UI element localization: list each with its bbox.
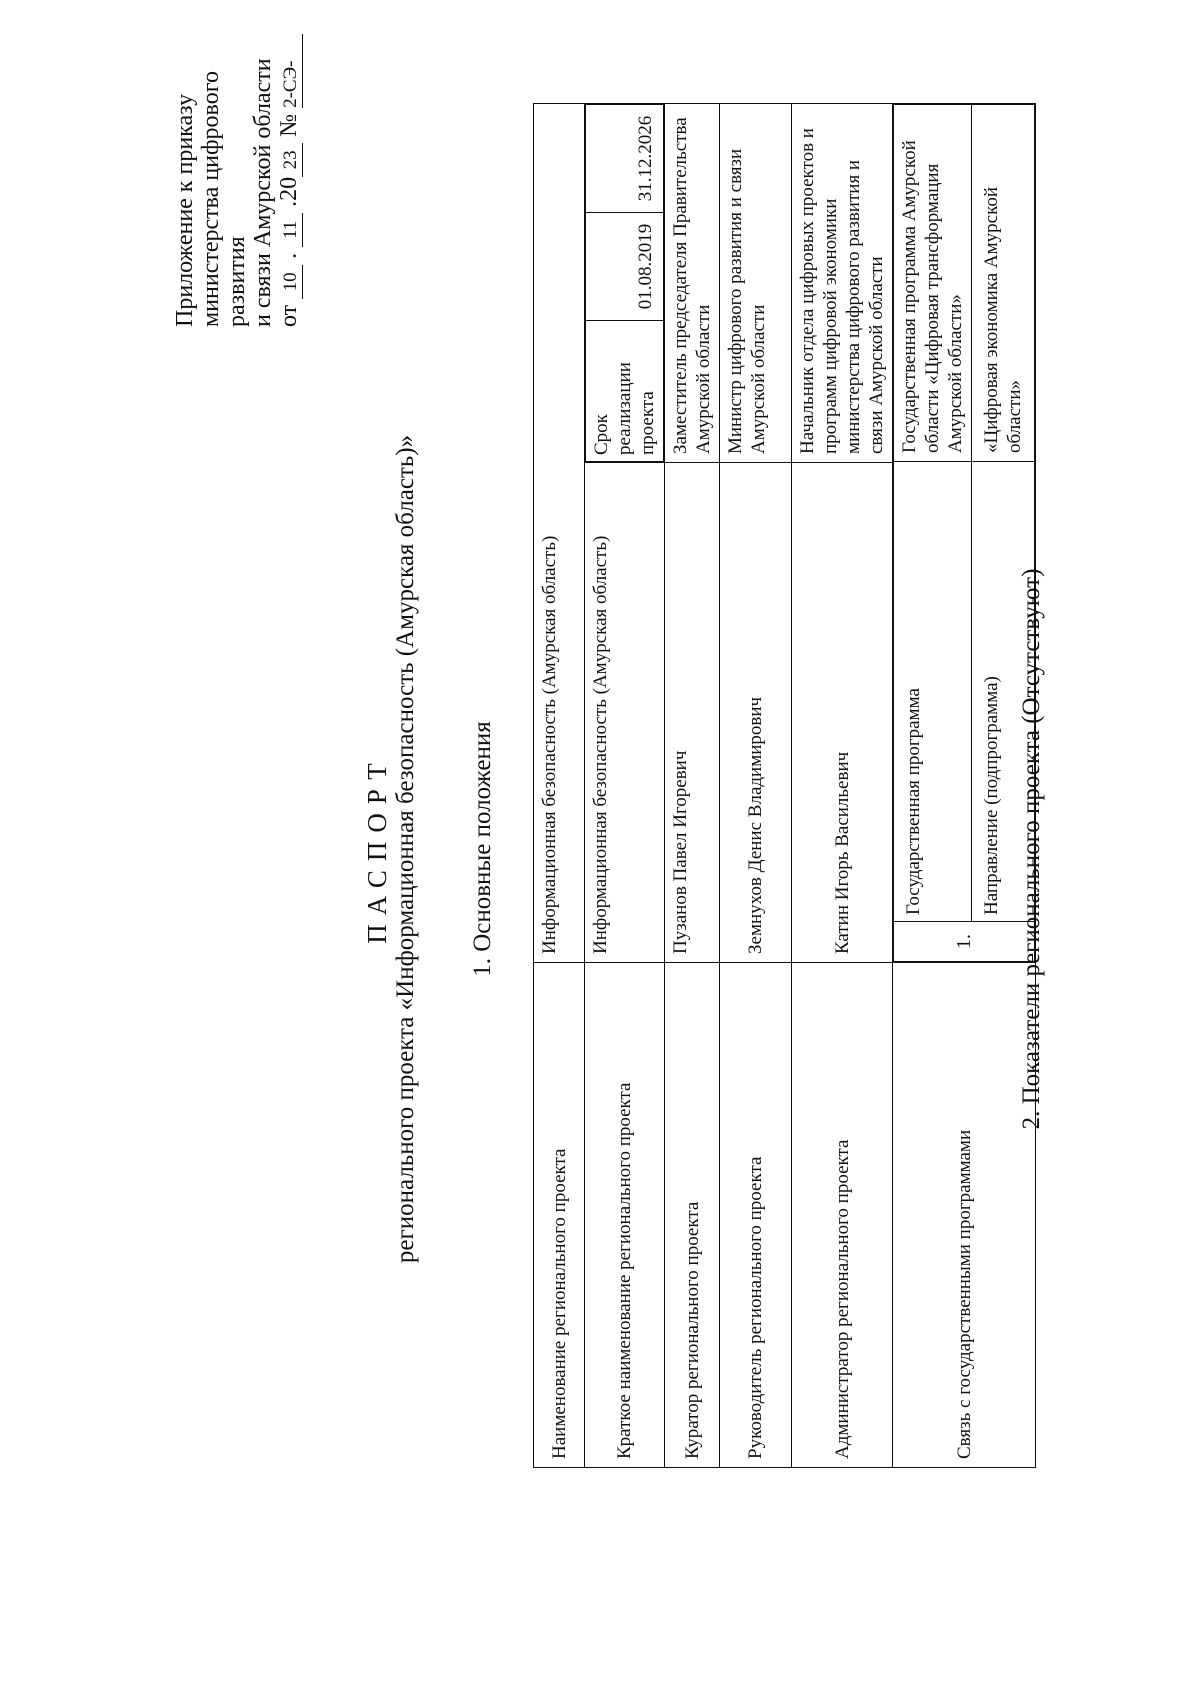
curator-position: Заместитель председателя Правительства Амурской области [665,104,720,463]
appendix-line-3: и связи Амурской области [250,58,276,327]
table-row [534,104,585,1468]
head-position: Министр цифрового развития и связи Амурской области [720,104,792,463]
table-row [792,104,893,1468]
order-day: 10 [280,265,303,299]
row-label: Краткое наименование регионального проекта [585,963,665,1468]
term-start-date: 01.08.2019 [586,213,664,321]
head-name: Земнухов Денис Владимирович [720,463,792,963]
appendix-line-2: министерства цифрового развития [198,71,250,327]
program-index: 1. [894,922,1035,962]
table-row [893,104,1036,1468]
passport-subtitle: регионального проекта «Информационная безопасность (Амурская область)» [392,434,419,1264]
row-label: Связь с государственными программами [893,963,1036,1468]
programs-cell [893,104,1036,963]
order-month: 11 [280,213,303,247]
row-label: Куратор регионального проекта [665,963,720,1468]
program-value: Государственная программа Амурской области «Цифровая трансформация Амурской области» [894,105,972,462]
appendix-order-line: от 10 . 11 .2023 № 2-СЭ- [276,27,303,327]
date-prefix: от [276,304,302,327]
project-name: Информационная безопасность (Амурская область) [534,104,585,963]
table-row [665,104,720,1468]
main-provisions-table [533,103,1036,1468]
program-label: Государственная программа [894,462,972,922]
term-table [585,104,664,462]
order-year-suffix: 23 [280,143,303,177]
passport-title: ПАСПОРТ [362,754,392,944]
term-label: Срок реализации проекта [586,321,664,462]
direction-label: Направление (подпрограмма) [972,462,1035,922]
table-row [585,104,665,1468]
term-end-date: 31.12.2026 [586,105,664,213]
number-label: № [276,113,302,137]
order-number: 2-СЭ- [280,34,303,108]
row-label: Администратор регионального проекта [792,963,893,1468]
administrator-position: Начальник отдела цифровых проектов и программ цифровой экономики министерства цифрового развития и связи Амурской области [792,104,893,463]
direction-value: «Цифровая экономика Амурской области» [972,105,1035,462]
table-row [720,104,792,1468]
term-cell [585,104,665,463]
section-1-heading: 1. Основные положения [469,721,496,977]
appendix-header [172,27,303,327]
order-year-prefix: .20 [276,176,302,207]
row-label: Наименование регионального проекта [534,963,585,1468]
administrator-name: Катин Игорь Васильевич [792,463,893,963]
project-short-name: Информационная безопасность (Амурская область) [585,463,665,963]
programs-table [893,104,1035,962]
curator-name: Пузанов Павел Игоревич [665,463,720,963]
section-2-heading: 2. Показатели регионального проекта (Отсутствуют) [1018,568,1045,1130]
appendix-line-1: Приложение к приказу [172,93,198,327]
row-label: Руководитель регионального проекта [720,963,792,1468]
